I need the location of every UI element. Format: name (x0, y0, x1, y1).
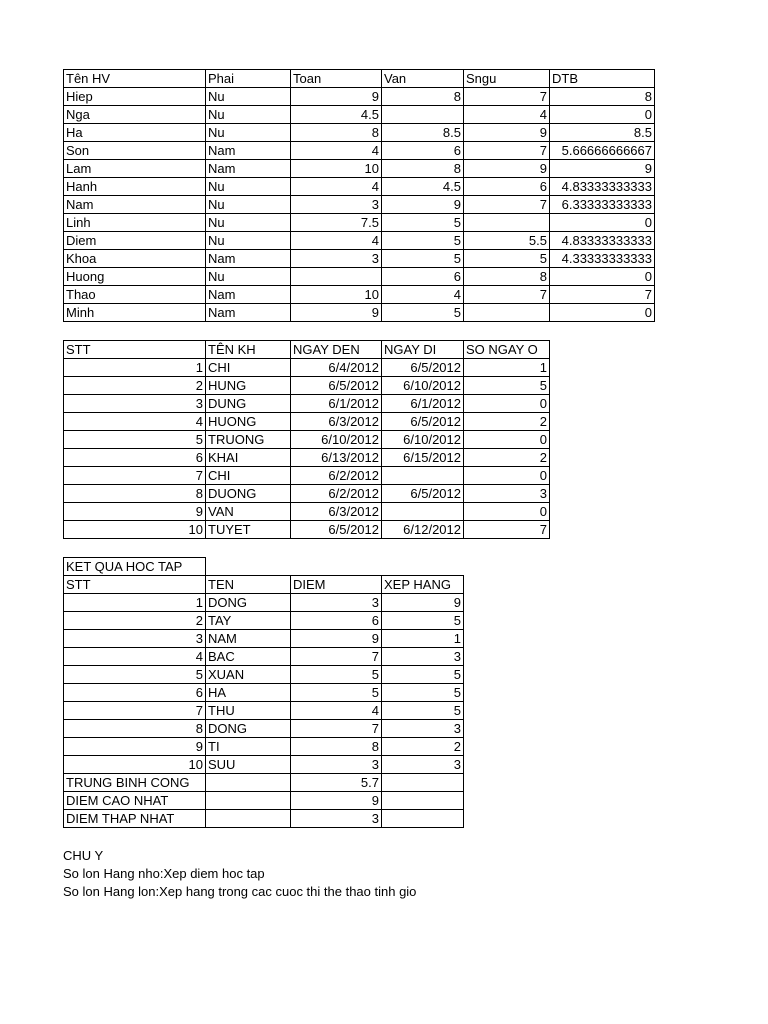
table-cell: 7.5 (291, 214, 382, 232)
table-cell: Nu (206, 88, 291, 106)
table-cell (464, 304, 550, 322)
header-cell: TÊN KH (206, 341, 291, 359)
table-cell: 7 (550, 286, 655, 304)
table-cell: Nu (206, 232, 291, 250)
table-cell: 5 (291, 666, 382, 684)
table-row (64, 431, 550, 449)
table-cell: 6/10/2012 (291, 431, 382, 449)
table-cell: 7 (64, 467, 206, 485)
table-cell: 0 (550, 214, 655, 232)
table-row (64, 467, 550, 485)
header-cell: NGAY DEN (291, 341, 382, 359)
table-cell: 4.5 (382, 178, 464, 196)
table-cell: 2 (64, 612, 206, 630)
table-cell: TRUONG (206, 431, 291, 449)
table-cell: Nu (206, 214, 291, 232)
summary-label: DIEM THAP NHAT (64, 810, 206, 828)
table-cell: 6 (382, 268, 464, 286)
table-row (64, 738, 464, 756)
summary-label: TRUNG BINH CONG (64, 774, 206, 792)
table-cell: 5 (382, 666, 464, 684)
table-cell: 6/2/2012 (291, 485, 382, 503)
empty-cell (206, 774, 291, 792)
table-cell: 2 (382, 738, 464, 756)
table-cell: 5.5 (464, 232, 550, 250)
table-cell: 8 (382, 160, 464, 178)
table-row (64, 88, 655, 106)
results-title-row (64, 558, 464, 576)
empty-cell (382, 558, 464, 576)
table-row (64, 178, 655, 196)
table-cell: 3 (64, 630, 206, 648)
header-cell: Phai (206, 70, 291, 88)
table-cell: 3 (291, 250, 382, 268)
table-cell: 9 (382, 196, 464, 214)
table-cell: 7 (464, 88, 550, 106)
header-cell: Tên HV (64, 70, 206, 88)
table-cell: 6 (64, 684, 206, 702)
table-cell: 1 (64, 594, 206, 612)
table-cell: 7 (291, 648, 382, 666)
table-cell: 5 (382, 250, 464, 268)
study-results-table-body (64, 558, 464, 828)
table-cell: Nga (64, 106, 206, 124)
table-row (64, 630, 464, 648)
table-cell: CHI (206, 467, 291, 485)
table-cell: 9 (550, 160, 655, 178)
table-cell: Huong (64, 268, 206, 286)
table-cell: Lam (64, 160, 206, 178)
table-cell: 6/4/2012 (291, 359, 382, 377)
table-cell: 7 (464, 286, 550, 304)
table-cell: DONG (206, 594, 291, 612)
table-cell: Nu (206, 178, 291, 196)
table-cell: Nam (206, 286, 291, 304)
table-cell: 4 (382, 286, 464, 304)
table-cell: 9 (382, 594, 464, 612)
table-cell: 5 (64, 666, 206, 684)
table-cell: Nam (206, 250, 291, 268)
table-cell: 7 (291, 720, 382, 738)
table-cell: 4.83333333333 (550, 232, 655, 250)
table-row (64, 286, 655, 304)
table-cell: Minh (64, 304, 206, 322)
header-cell: STT (64, 341, 206, 359)
header-cell: TEN (206, 576, 291, 594)
table-row (64, 449, 550, 467)
table-cell: 6/10/2012 (382, 431, 464, 449)
empty-cell (382, 810, 464, 828)
table-cell: 5 (382, 214, 464, 232)
table-cell: Diem (64, 232, 206, 250)
table-cell: 4 (291, 702, 382, 720)
table-cell: TI (206, 738, 291, 756)
table-cell: Khoa (64, 250, 206, 268)
table-cell: 9 (291, 88, 382, 106)
table-row (64, 503, 550, 521)
results-header-row (64, 576, 464, 594)
table-row (64, 521, 550, 539)
table-cell: 6/10/2012 (382, 377, 464, 395)
table-cell: 6/5/2012 (291, 377, 382, 395)
table-row (64, 720, 464, 738)
table-cell: 1 (464, 359, 550, 377)
table-cell: 6.33333333333 (550, 196, 655, 214)
table-row (64, 702, 464, 720)
table-cell: HA (206, 684, 291, 702)
empty-cell (206, 558, 291, 576)
table-cell (382, 467, 464, 485)
table-cell: NAM (206, 630, 291, 648)
table-row (64, 106, 655, 124)
table-cell: DUNG (206, 395, 291, 413)
table-cell: HUONG (206, 413, 291, 431)
empty-cell (206, 810, 291, 828)
table-cell: 5 (382, 612, 464, 630)
students-table-body (64, 70, 655, 322)
table-cell (291, 268, 382, 286)
table-cell: KHAI (206, 449, 291, 467)
table-cell: 10 (64, 756, 206, 774)
table-cell: 6/5/2012 (382, 485, 464, 503)
summary-value: 3 (291, 810, 382, 828)
table-cell: 0 (550, 304, 655, 322)
table-cell: 6/5/2012 (291, 521, 382, 539)
table-cell: Nam (64, 196, 206, 214)
table-cell: 7 (464, 142, 550, 160)
table-cell: 0 (464, 431, 550, 449)
table-cell: 8.5 (382, 124, 464, 142)
table-cell: 3 (382, 648, 464, 666)
table-cell: 9 (64, 503, 206, 521)
table-cell: 4 (291, 178, 382, 196)
table-cell: 4 (64, 648, 206, 666)
table-cell: 6/5/2012 (382, 413, 464, 431)
table-cell: Nam (206, 304, 291, 322)
table-row (64, 756, 464, 774)
table-cell: 3 (64, 395, 206, 413)
hotel-header-row (64, 341, 550, 359)
table-cell: 5 (291, 684, 382, 702)
table-cell: 6 (382, 142, 464, 160)
table-cell: 3 (291, 594, 382, 612)
table-row (64, 413, 550, 431)
table-row (64, 359, 550, 377)
table-row (64, 395, 550, 413)
table-cell: 10 (64, 521, 206, 539)
table-cell: 9 (291, 304, 382, 322)
table-cell: 10 (291, 160, 382, 178)
table-row (64, 594, 464, 612)
hotel-stays-table-body (64, 341, 550, 539)
table-row (64, 196, 655, 214)
empty-cell (382, 792, 464, 810)
table-cell: 0 (464, 503, 550, 521)
table-cell: 4 (291, 232, 382, 250)
empty-cell (291, 558, 382, 576)
table-cell: 3 (382, 756, 464, 774)
header-cell: Sngu (464, 70, 550, 88)
table-cell: 0 (550, 268, 655, 286)
header-cell: XEP HANG (382, 576, 464, 594)
table-cell: CHI (206, 359, 291, 377)
header-cell: Van (382, 70, 464, 88)
table-cell: THU (206, 702, 291, 720)
table-row (64, 485, 550, 503)
table-cell: 6/5/2012 (382, 359, 464, 377)
table-cell: SUU (206, 756, 291, 774)
table-row (64, 377, 550, 395)
table-cell: 6/15/2012 (382, 449, 464, 467)
table-row (64, 268, 655, 286)
table-cell (464, 214, 550, 232)
table-cell: 6/3/2012 (291, 503, 382, 521)
header-cell: DIEM (291, 576, 382, 594)
summary-label: DIEM CAO NHAT (64, 792, 206, 810)
table-cell: Ha (64, 124, 206, 142)
table-cell: Linh (64, 214, 206, 232)
table-cell: TUYET (206, 521, 291, 539)
empty-cell (382, 774, 464, 792)
table-row (64, 214, 655, 232)
table-cell: Hanh (64, 178, 206, 196)
table-row (64, 142, 655, 160)
table-cell: 6 (291, 612, 382, 630)
table-row (64, 124, 655, 142)
table-cell: 6 (464, 178, 550, 196)
table-row (64, 304, 655, 322)
table-cell: 4.33333333333 (550, 250, 655, 268)
table-cell: 9 (64, 738, 206, 756)
summary-row (64, 792, 464, 810)
table-cell: 4 (64, 413, 206, 431)
table-cell: 4.5 (291, 106, 382, 124)
table-cell: 6/3/2012 (291, 413, 382, 431)
table-cell (382, 106, 464, 124)
summary-row (64, 774, 464, 792)
table-cell: DUONG (206, 485, 291, 503)
table-cell: 0 (550, 106, 655, 124)
table-cell: 8 (64, 720, 206, 738)
summary-row (64, 810, 464, 828)
table-cell: 5 (382, 304, 464, 322)
table-cell: 5 (382, 684, 464, 702)
table-cell: Son (64, 142, 206, 160)
table-cell: 9 (291, 630, 382, 648)
table-row (64, 232, 655, 250)
table-cell: 8 (64, 485, 206, 503)
table-row (64, 684, 464, 702)
table-cell: 5 (464, 250, 550, 268)
table-row (64, 612, 464, 630)
table-cell: 6/12/2012 (382, 521, 464, 539)
table-cell: BAC (206, 648, 291, 666)
table-cell: 8 (550, 88, 655, 106)
table-cell: 8 (382, 88, 464, 106)
table-row (64, 666, 464, 684)
notes-line-2: So lon Hang lon:Xep hang trong cac cuoc thi the thao tinh gio (63, 884, 417, 899)
table-row (64, 648, 464, 666)
notes-line-1: So lon Hang nho:Xep diem hoc tap (63, 866, 265, 881)
table-cell: 6 (64, 449, 206, 467)
table-cell: Nu (206, 124, 291, 142)
header-cell: SO NGAY O (464, 341, 550, 359)
results-title: KET QUA HOC TAP (64, 558, 206, 576)
table-cell: 0 (464, 395, 550, 413)
table-cell: 2 (464, 449, 550, 467)
header-cell: STT (64, 576, 206, 594)
study-results-table (63, 557, 464, 828)
table-cell: HUNG (206, 377, 291, 395)
table-cell: 7 (464, 196, 550, 214)
table-cell: 7 (64, 702, 206, 720)
empty-cell (206, 792, 291, 810)
table-cell: 5 (464, 377, 550, 395)
table-cell: 5 (382, 232, 464, 250)
summary-value: 9 (291, 792, 382, 810)
table-cell: 5 (382, 702, 464, 720)
table-cell: 8 (464, 268, 550, 286)
table-cell: 4 (464, 106, 550, 124)
table-cell: Nu (206, 268, 291, 286)
table-cell: 6/1/2012 (291, 395, 382, 413)
table-cell: 6/13/2012 (291, 449, 382, 467)
table-cell: 5.66666666667 (550, 142, 655, 160)
table-cell (382, 503, 464, 521)
table-cell: DONG (206, 720, 291, 738)
table-cell: 1 (382, 630, 464, 648)
header-cell: NGAY DI (382, 341, 464, 359)
table-cell: 2 (64, 377, 206, 395)
table-cell: 2 (464, 413, 550, 431)
table-cell: 3 (382, 720, 464, 738)
students-header-row (64, 70, 655, 88)
table-cell: 7 (464, 521, 550, 539)
header-cell: Toan (291, 70, 382, 88)
table-cell: Hiep (64, 88, 206, 106)
table-row (64, 250, 655, 268)
table-cell: XUAN (206, 666, 291, 684)
notes-heading: CHU Y (63, 848, 104, 863)
table-cell: 9 (464, 160, 550, 178)
table-cell: 3 (291, 196, 382, 214)
students-table (63, 69, 655, 322)
table-cell: 8.5 (550, 124, 655, 142)
table-cell: 10 (291, 286, 382, 304)
table-cell: 4.83333333333 (550, 178, 655, 196)
table-cell: Nu (206, 106, 291, 124)
table-cell: 9 (464, 124, 550, 142)
table-cell: VAN (206, 503, 291, 521)
table-cell: Nam (206, 160, 291, 178)
hotel-stays-table (63, 340, 550, 539)
table-cell: 3 (291, 756, 382, 774)
table-cell: Nu (206, 196, 291, 214)
table-cell: 5 (64, 431, 206, 449)
table-cell: 0 (464, 467, 550, 485)
summary-value: 5.7 (291, 774, 382, 792)
table-row (64, 160, 655, 178)
table-cell: TAY (206, 612, 291, 630)
table-cell: 3 (464, 485, 550, 503)
table-cell: 1 (64, 359, 206, 377)
table-cell: 8 (291, 124, 382, 142)
table-cell: 4 (291, 142, 382, 160)
table-cell: Nam (206, 142, 291, 160)
table-cell: 6/2/2012 (291, 467, 382, 485)
table-cell: Thao (64, 286, 206, 304)
header-cell: DTB (550, 70, 655, 88)
table-cell: 8 (291, 738, 382, 756)
table-cell: 6/1/2012 (382, 395, 464, 413)
